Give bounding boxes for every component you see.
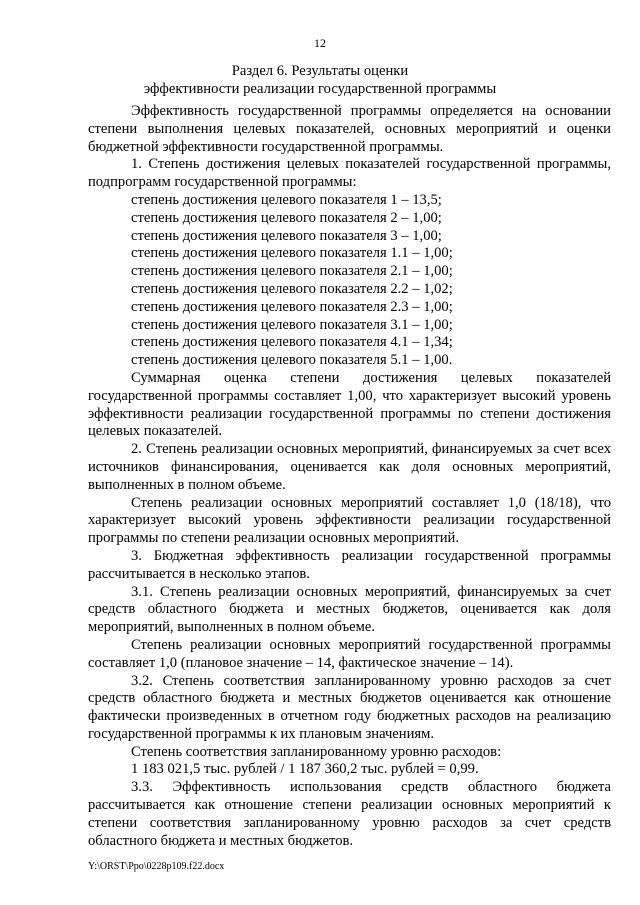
indicator-item: степень достижения целевого показателя 2.2 – 1,02; xyxy=(131,280,453,297)
summary-paragraph: Суммарная оценка степени достижения целевых показателей государственной программы составляет 1,00, что характеризует высокий уровень эффективности реализации государственной программы по степени достижения целевых показателей. xyxy=(88,369,611,440)
indicator-item: степень достижения целевого показателя 4.1 – 1,34; xyxy=(131,334,453,351)
indicator-list xyxy=(88,192,611,370)
section-title: Раздел 6. Результаты оценки xyxy=(231,63,409,79)
indicator-item: степень достижения целевого показателя 5.1 – 1,00. xyxy=(131,352,453,369)
section-heading xyxy=(0,62,640,98)
indicator-item: степень достижения целевого показателя 2.1 – 1,00; xyxy=(131,263,453,280)
indicator-item: степень достижения целевого показателя 2 – 1,00; xyxy=(131,209,442,226)
item32-paragraph: 3.2. Степень соответствия запланированному уровню расходов за счет средств областного бюджета и местных бюджетов оценивается как отношение фактически произведенных в отчетном году бюджетных расходов на реализацию государственной программы к их плановым значениям. xyxy=(88,672,611,742)
document-body xyxy=(88,103,611,850)
item32-label: Степень соответствия запланированному уровню расходов: xyxy=(131,743,502,760)
indicator-item: степень достижения целевого показателя 2.3 – 1,00; xyxy=(131,298,453,315)
section-subtitle: эффективности реализации государственной программы xyxy=(143,81,497,97)
indicator-item: степень достижения целевого показателя 1.1 – 1,00; xyxy=(131,245,453,262)
item2-paragraph: 2. Степень реализации основных мероприятий, финансируемых за счет всех источников финансирования, оценивается как доля основных мероприятий, выполненных в полном объеме. xyxy=(88,441,611,493)
file-path-footer: Y:\ORST\Ppo\0228p109.f22.docx xyxy=(88,861,225,872)
page-number: 12 xyxy=(314,36,326,50)
indicator-item: степень достижения целевого показателя 1 – 13,5; xyxy=(131,191,442,208)
item31-paragraph: 3.1. Степень реализации основных мероприятий, финансируемых за счет средств областного бюджета и местных бюджетов, оценивается как доля мероприятий, выполненных в полном объеме. xyxy=(88,583,611,636)
item3-paragraph: 3. Бюджетная эффективность реализации государственной программы рассчитывается в несколько этапов. xyxy=(88,547,611,582)
indicator-item: степень достижения целевого показателя 3.1 – 1,00; xyxy=(131,316,453,333)
item31-value-paragraph: Степень реализации основных мероприятий государственной программы составляет 1,0 (плановое значение – 14, фактическое значение – 14). xyxy=(88,636,611,671)
item32-formula: 1 183 021,5 тыс. рублей / 1 187 360,2 тыс. рублей = 0,99. xyxy=(131,761,479,778)
indicator-item: степень достижения целевого показателя 3 – 1,00; xyxy=(131,227,442,244)
item2-value-paragraph: Степень реализации основных мероприятий составляет 1,0 (18/18), что характеризует высокий уровень эффективности реализации государственной программы по степени реализации основных мероприятий. xyxy=(88,494,611,547)
item1-paragraph: 1. Степень достижения целевых показателей государственной программы, подпрограмм государственной программы: xyxy=(88,156,611,191)
item33-paragraph: 3.3. Эффективность использования средств областного бюджета рассчитывается как отношение степени реализации основных мероприятий к степени соответствия запланированному уровню расходов за счет средств областного бюджета и местных бюджетов. xyxy=(88,779,611,849)
intro-paragraph: Эффективность государственной программы определяется на основании степени выполнения целевых показателей, основных мероприятий и оценки бюджетной эффективности государственной программы. xyxy=(88,103,611,155)
